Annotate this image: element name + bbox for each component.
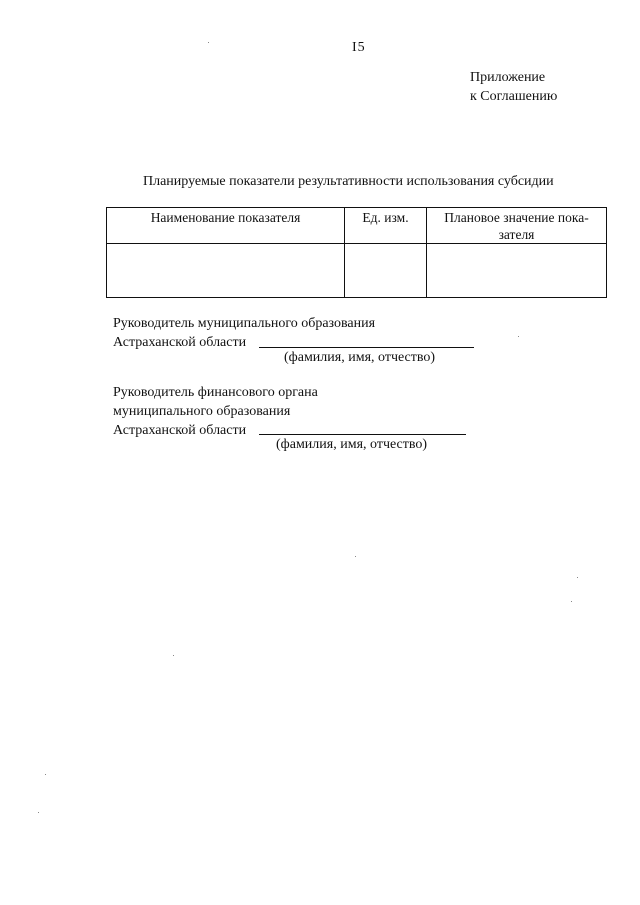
header-unit: Ед. изм. bbox=[345, 208, 427, 244]
signature-1-input-line[interactable] bbox=[259, 347, 474, 348]
signature-2-line-3: Астраханской области bbox=[113, 423, 247, 438]
signature-2-caption: (фамилия, имя, отчество) bbox=[276, 437, 428, 452]
scan-speck bbox=[208, 42, 209, 43]
signature-2-line-2: муниципального образования bbox=[113, 404, 291, 419]
appendix-line-2: к Соглашению bbox=[470, 89, 558, 104]
cell-unit[interactable] bbox=[345, 244, 427, 298]
scan-speck bbox=[571, 601, 572, 602]
table-header-row bbox=[107, 208, 607, 244]
signature-1-caption: (фамилия, имя, отчество) bbox=[284, 350, 436, 365]
indicators-table bbox=[106, 207, 607, 298]
appendix-label bbox=[470, 68, 557, 106]
table-title: Планируемые показатели результативности использования субсидии bbox=[143, 174, 554, 189]
signature-2-line-1: Руководитель финансового органа bbox=[113, 385, 318, 400]
cell-planned-value[interactable] bbox=[427, 244, 607, 298]
cell-indicator-name[interactable] bbox=[107, 244, 345, 298]
scan-speck bbox=[38, 812, 39, 813]
scan-speck bbox=[173, 655, 174, 656]
page-number: I5 bbox=[352, 40, 366, 55]
signature-1-line-1: Руководитель муниципального образования bbox=[113, 316, 376, 331]
signature-2-input-line[interactable] bbox=[259, 434, 466, 435]
signature-1-line-2: Астраханской области bbox=[113, 335, 247, 350]
scan-speck bbox=[577, 577, 578, 578]
scan-speck bbox=[518, 336, 519, 337]
scan-speck bbox=[45, 774, 46, 775]
scan-speck bbox=[355, 556, 356, 557]
signature-block-finance-head bbox=[113, 383, 318, 440]
table-row bbox=[107, 244, 607, 298]
header-indicator-name: Наименование показателя bbox=[107, 208, 345, 244]
appendix-line-1: Приложение bbox=[470, 70, 546, 85]
header-planned-value: Плановое значение пока-зателя bbox=[427, 208, 607, 244]
